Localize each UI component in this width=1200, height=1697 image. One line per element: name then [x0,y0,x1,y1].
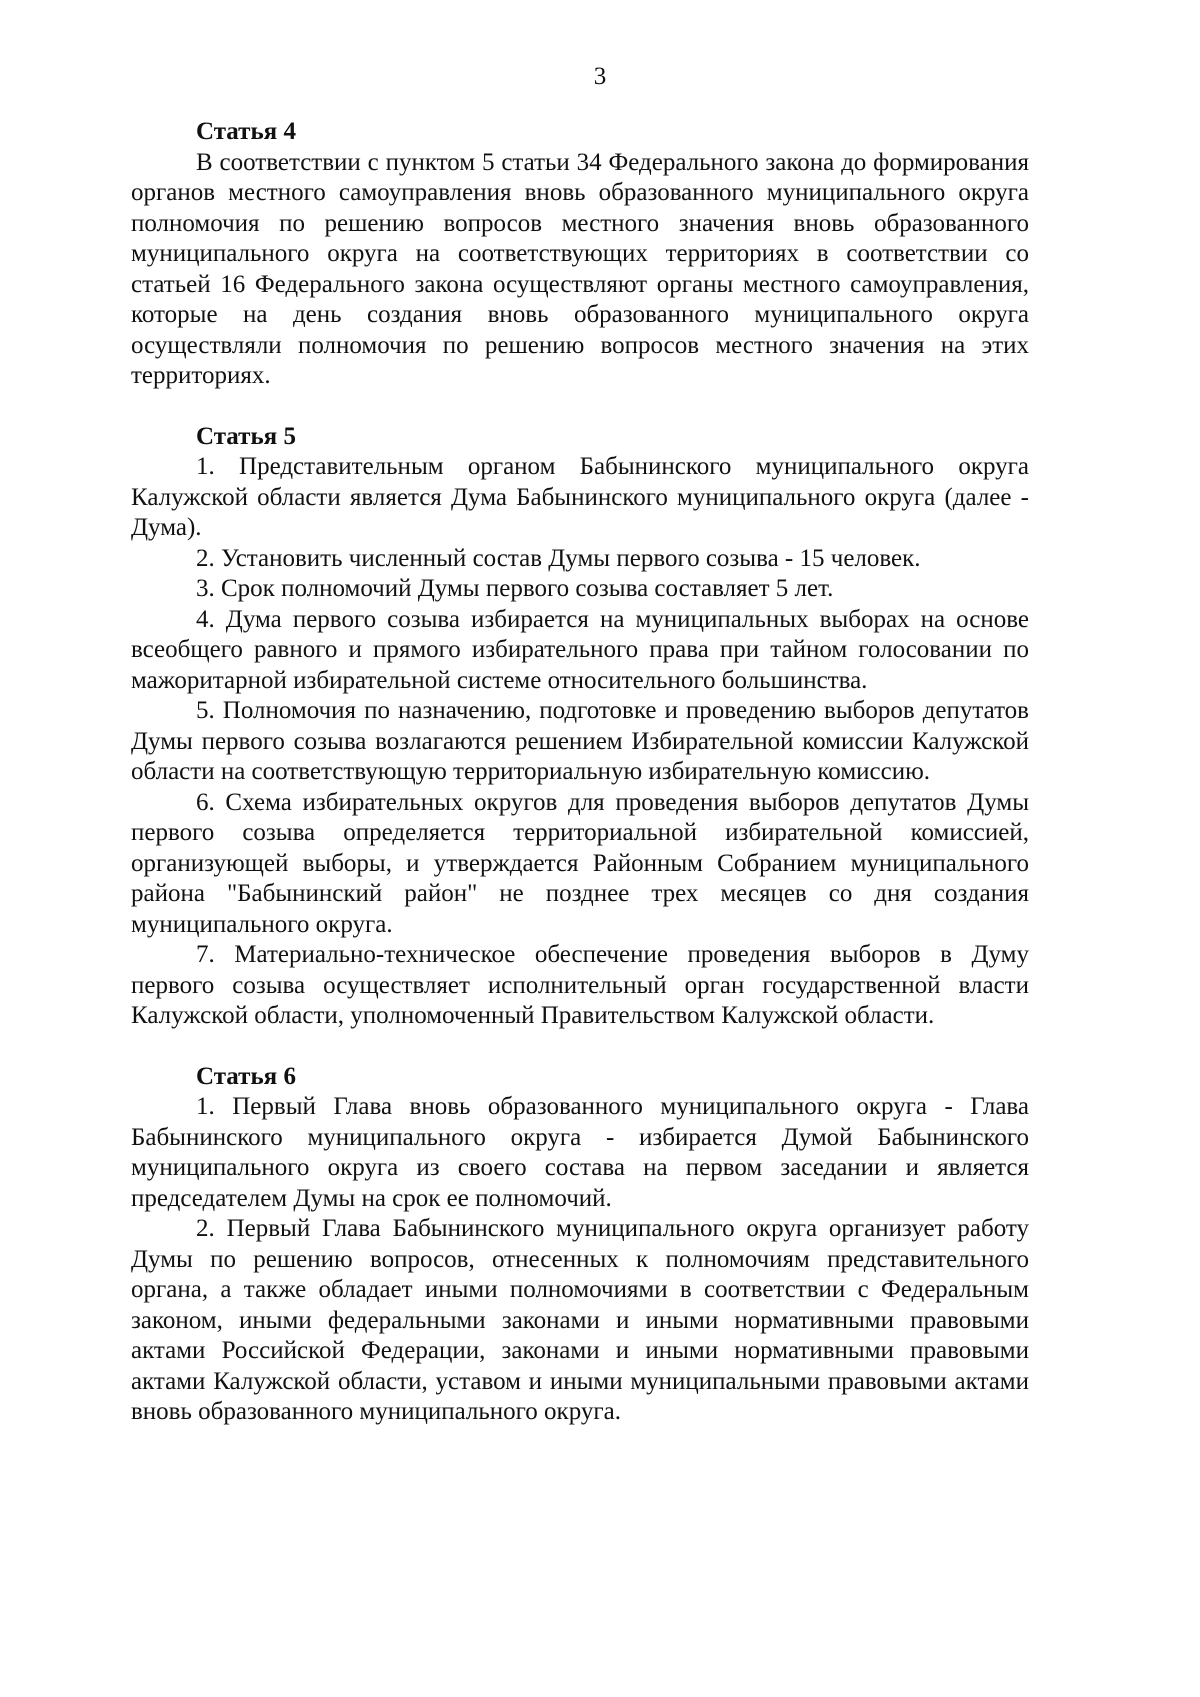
article-paragraph: 1. Представительным органом Бабынинского муниципального округа Калужской области является Дума Бабынинского муниципального округа (далее - Дума). [131,453,1029,541]
document-body [131,117,1029,1428]
article-paragraph: 2. Установить численный состав Думы первого созыва - 15 человек. [196,544,921,572]
page-number: 3 [593,63,607,90]
article-6 [131,1062,1029,1428]
article-4 [131,117,1029,392]
article-title: Статья 4 [196,118,296,145]
article-5 [131,422,1029,1032]
article-paragraph: 2. Первый Глава Бабынинского муниципального округа организует работу Думы по решению вопросов, отнесенных к полномочиям представительного органа, а также обладает иными полномочиями в соответствии с Федеральным законом, иными федеральными законами и иными нормативными правовыми актами Российской Федерации, законами и иными нормативными правовыми актами Калужской области, уставом и иными муниципальными правовыми актами вновь образованного муниципального округа. [131,1215,1029,1425]
article-paragraph: 7. Материально-техническое обеспечение проведения выборов в Думу первого созыва осуществляет исполнительный орган государственной власти Калужской области, уполномоченный Правительством Калужской области. [131,941,1029,1029]
article-paragraph: В соответствии с пунктом 5 статьи 34 Федерального закона до формирования органов местного самоуправления вновь образованного муниципального округа полномочия по решению вопросов местного значения вновь образованного муниципального округа на соответствующих территориях в соответствии со статьей 16 Федерального закона осуществляют органы местного самоуправления, которые на день создания вновь образованного муниципального округа осуществляли полномочия по решению вопросов местного значения на этих территориях. [131,148,1029,389]
article-title: Статья 6 [196,1062,296,1090]
article-title: Статья 5 [196,422,296,450]
article-paragraph: 1. Первый Глава вновь образованного муниципального округа - Глава Бабынинского муниципального округа - избирается Думой Бабынинского муниципального округа из своего состава на первом заседании и является председателем Думы на срок ее полномочий. [131,1093,1029,1212]
article-paragraph: 5. Полномочия по назначению, подготовке и проведению выборов депутатов Думы первого созыва возлагаются решением Избирательной комиссии Калужской области на соответствующую территориальную избирательную комиссию. [131,697,1029,785]
article-paragraph: 3. Срок полномочий Думы первого созыва составляет 5 лет. [196,575,834,602]
article-paragraph: 4. Дума первого созыва избирается на муниципальных выборах на основе всеобщего равного и прямого избирательного права при тайном голосовании по мажоритарной избирательной системе относительного большинства. [131,605,1029,694]
article-paragraph: 6. Схема избирательных округов для проведения выборов депутатов Думы первого созыва определяется территориальной избирательной комиссией, организующей выборы, и утверждается Районным Собранием муниципального района "Бабынинский район" не позднее трех месяцев со дня создания муниципального округа. [131,788,1029,938]
